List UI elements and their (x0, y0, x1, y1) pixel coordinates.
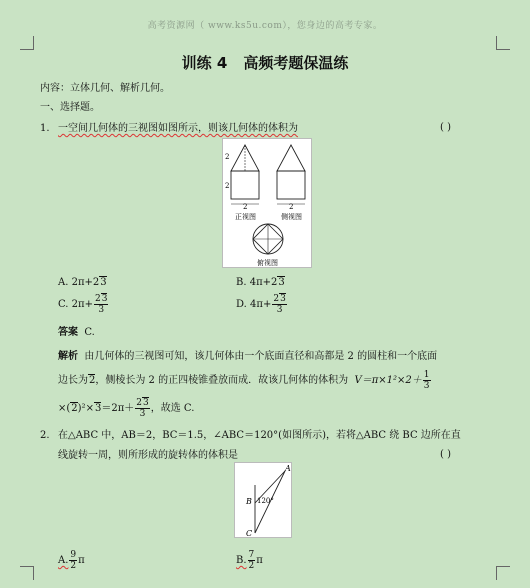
q1-option-a[interactable]: A. 2π+23 (58, 277, 107, 288)
q2-answer-blank: ( ) (440, 449, 451, 460)
q2-option-a[interactable]: A. $\frac{9}{2}$ π (58, 550, 85, 571)
analysis-label: 解析 (58, 351, 78, 362)
answer-label: 答案 (58, 327, 78, 338)
q1-option-d[interactable]: D. 4π+ $\frac{23}{3}$ (236, 294, 286, 315)
q1-option-b[interactable]: B. 4π+23 (236, 277, 285, 288)
margin-corner-top-right (496, 36, 510, 50)
front-view-dim-bottom: 2 (243, 203, 248, 211)
q1-analysis-line2: 边长为2，侧棱长为 2 的正四棱锥叠放而成．故该几何体的体积为 V＝π×1²×2＋ $\frac{1}{3}$ (58, 370, 430, 391)
angle-label: 120° (257, 497, 274, 505)
answer-value: C. (84, 327, 95, 338)
vertex-c-label: C (246, 529, 253, 538)
q2-stem-line2: 线旋转一周，则所形成的旋转体的体积是 (58, 450, 238, 461)
q1-three-view-figure (222, 138, 312, 268)
q1-answer-blank: ( ) (440, 122, 451, 133)
vertex-b-label: B (246, 497, 252, 506)
front-view-label: 正视图 (235, 213, 256, 221)
q2-stem-line1: 在△ABC 中，AB＝2，BC＝1.5，∠ABC＝120°(如图所示)，若将△ABC 绕 BC 边所在直 (58, 430, 461, 441)
three-view-diagram (223, 139, 313, 269)
section-heading: 一、选择题。 (40, 102, 100, 113)
q1-analysis-line3: ×(2)²×3＝2π＋ $\frac{23}{3}$ ，故选 C. (58, 398, 195, 419)
side-view-label: 侧视图 (281, 213, 302, 221)
q1-answer (58, 326, 95, 340)
page-title (0, 52, 530, 73)
q1-option-c[interactable]: C. 2π+ $\frac{23}{3}$ (58, 294, 108, 315)
watermark: 高考资源网（ www.ks5u.com），您身边的高考专家。 (147, 21, 383, 31)
margin-corner-top-left (20, 36, 34, 50)
q1-analysis-line1: 解析 由几何体的三视图可知，该几何体由一个底面直径和高都是 2 的圆柱和一个底面 (58, 351, 438, 362)
q1-number: 1. (40, 123, 50, 134)
front-view-dim-top: 2 (225, 153, 230, 161)
q2-triangle-figure (234, 462, 292, 538)
content-line: 内容：立体几何、解析几何。 (40, 83, 170, 94)
top-view-label: 俯视图 (257, 259, 278, 267)
title-part2: 高频考题保温练 (243, 54, 349, 72)
q2-number: 2. (40, 430, 50, 441)
side-view-dim-bottom: 2 (289, 203, 294, 211)
title-part1: 训练 4 (181, 54, 228, 72)
margin-corner-bottom-right (496, 566, 510, 580)
q1-stem: 一空间几何体的三视图如图所示，则该几何体的体积为 (58, 123, 298, 134)
vertex-a-label: A (285, 464, 291, 473)
triangle-diagram (235, 463, 293, 539)
margin-corner-bottom-left (20, 566, 34, 580)
q2-option-b[interactable]: B. $\frac{7}{2}$ π (236, 550, 263, 571)
front-view-dim-left: 2 (225, 182, 230, 190)
